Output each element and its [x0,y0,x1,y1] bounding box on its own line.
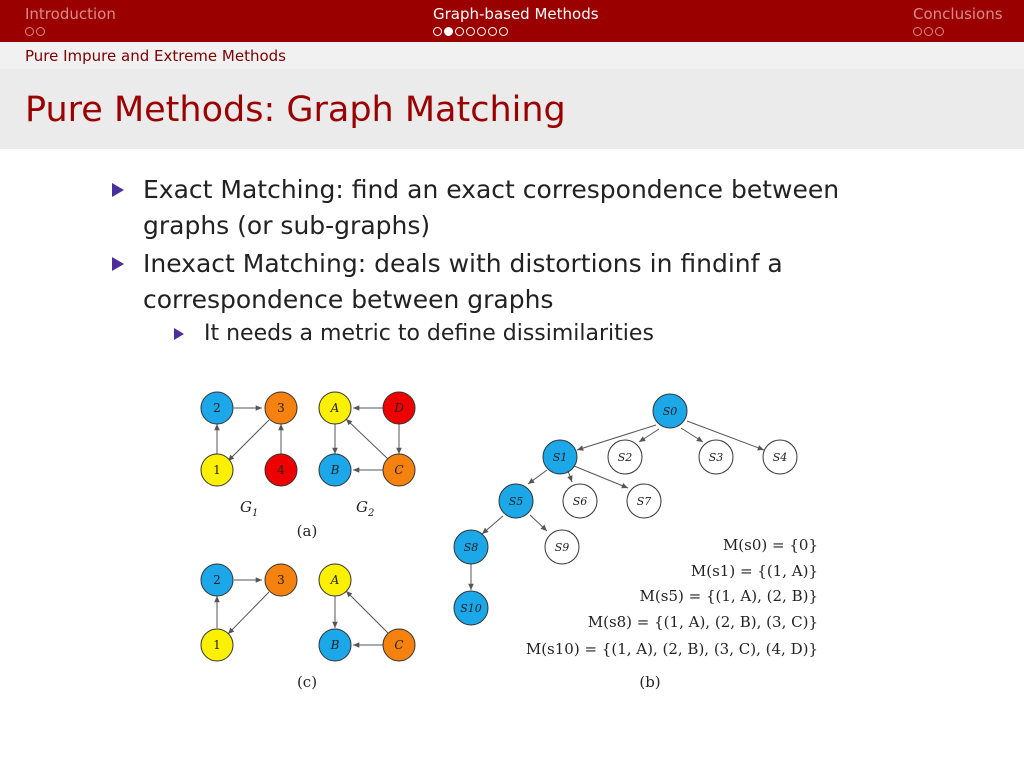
nav-section-introduction[interactable] [25,5,116,36]
subsection-bar [0,42,1024,69]
nav-section-label: Introduction [25,5,116,23]
g1-edge-3-1 [228,420,269,461]
c-node-label: 1 [213,638,221,652]
nav-section-label: Conclusions [913,5,1003,23]
tree-edge-s1-s5 [528,470,547,484]
c-node-label: B [330,638,340,652]
tree-edge-s5-s8 [482,516,503,534]
g2-node-label: C [394,463,404,477]
nav-section-label: Graph-based Methods [433,5,599,23]
nav-dot[interactable] [36,27,45,36]
page-title: Pure Methods: Graph Matching [25,90,566,130]
bullet-text: Exact Matching: find an exact correspondence between [143,175,840,204]
nav-section-graph-based-methods[interactable] [433,5,599,36]
mapping-formula: M(s10) = {(1, A), (2, B), (3, C), (4, D)} [525,640,818,658]
caption-b: (b) [639,673,661,691]
nav-dot[interactable] [455,27,464,36]
g1-label: $G_1$ [240,498,259,519]
tree-edge-s1-s6 [568,471,572,482]
tree-node-label: S7 [636,495,652,508]
bullet-text-continued: correspondence between graphs [143,285,554,314]
g1-node-label: 2 [213,401,221,415]
sub-bullet-text: It needs a metric to define dissimilarities [204,321,654,346]
tree-node-label: S8 [463,541,479,554]
g2-node-label: A [330,401,340,415]
c-node-label: 3 [277,573,285,587]
g1-node-label: 4 [277,463,285,477]
tree-node-label: S2 [617,451,633,464]
tree-edge-s5-s9 [530,515,547,531]
nav-dot[interactable] [924,27,933,36]
c-node-label: 2 [213,573,221,587]
caption-a: (a) [296,522,318,540]
nav-dots [913,27,1003,36]
nav-dots [433,27,599,36]
mapping-formula: M(s0) = {0} [722,536,818,554]
tree-node-label: S3 [708,451,724,464]
nav-section-conclusions[interactable] [913,5,1003,36]
mapping-formula: M(s1) = {(1, A)} [690,562,818,580]
g1-node-label: 1 [213,463,221,477]
navigation-bar [0,0,1024,42]
bullet-triangle-icon [174,328,184,340]
bullet-text: Inexact Matching: deals with distortions in findinf a [143,249,783,278]
nav-dots [25,27,116,36]
nav-dot[interactable] [433,27,442,36]
c-edge-3-1 [228,592,269,634]
figure-canvas [190,378,840,698]
caption-c: (c) [296,673,318,691]
tree-node-label: S0 [662,405,678,418]
sub-bullet-metric [174,318,892,350]
nav-dot[interactable] [499,27,508,36]
c-edge-c-a [346,591,388,633]
bullet-triangle-icon [112,183,124,197]
tree-node-label: S6 [572,495,588,508]
bullet-inexact-matching [112,246,892,318]
tree-node-label: S5 [508,495,524,508]
tree-node-label: S9 [554,541,570,554]
nav-dot[interactable] [935,27,944,36]
g1-node-label: 3 [277,401,285,415]
g2-edge-c-a [346,419,388,459]
mapping-formula: M(s5) = {(1, A), (2, B)} [639,587,818,605]
subsection-title[interactable]: Pure Impure and Extreme Methods [25,47,286,65]
tree-node-label: S10 [460,602,482,615]
frame-title-bar [0,69,1024,149]
tree-node-label: S4 [772,451,788,464]
bullet-triangle-icon [112,257,124,271]
tree-edge-s0-s2 [639,429,659,442]
bullet-exact-matching [112,172,892,244]
bullet-list [112,172,892,350]
g2-node-label: B [330,463,340,477]
tree-node-label: S1 [552,451,568,464]
nav-dot[interactable] [25,27,34,36]
nav-dot[interactable] [913,27,922,36]
g2-node-label: D [394,401,404,415]
nav-dot[interactable] [466,27,475,36]
nav-dot[interactable] [444,27,453,36]
nav-dot[interactable] [477,27,486,36]
graph-c-edges [217,580,388,645]
c-node-label: A [330,573,340,587]
c-node-label: C [394,638,404,652]
mapping-formula: M(s8) = {(1, A), (2, B), (3, C)} [587,613,818,631]
nav-dot[interactable] [488,27,497,36]
tree-edge-s0-s3 [681,428,703,442]
graph-matching-figure [190,378,840,698]
g2-label: $G_2$ [356,498,375,519]
bullet-text-continued: graphs (or sub-graphs) [143,211,431,240]
